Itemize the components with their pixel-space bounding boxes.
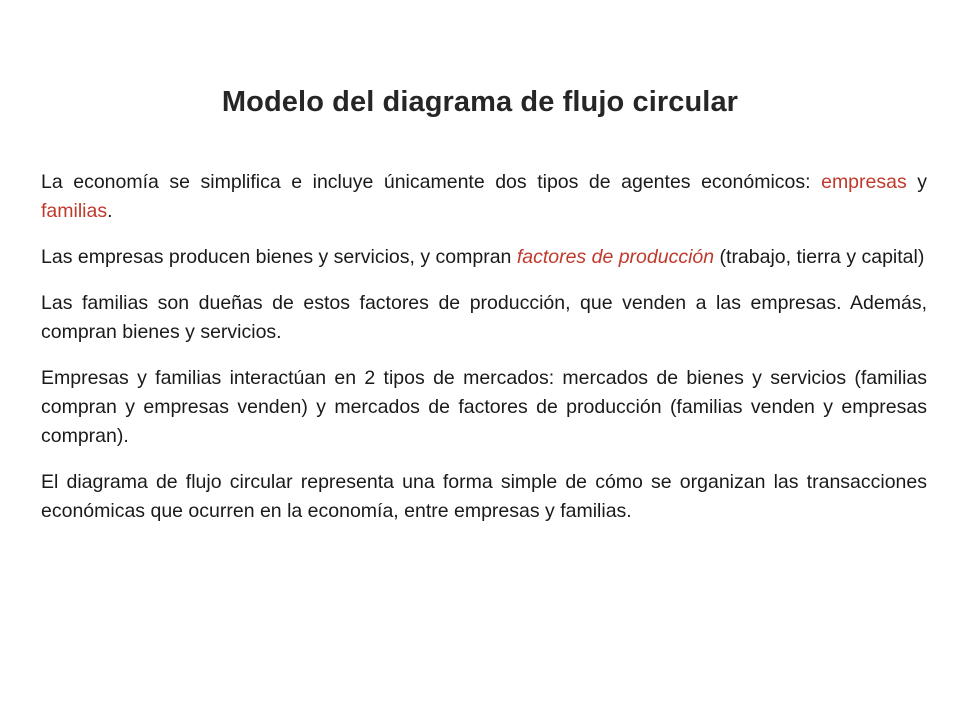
paragraph-agents-text: La economía se simplifica e incluye únicamente dos tipos de agentes económicos:	[41, 171, 822, 193]
paragraph-empresas	[41, 243, 927, 272]
slide-title: Modelo del diagrama de flujo circular	[221, 86, 739, 118]
paragraph-agents-end: .	[107, 200, 113, 222]
term-factores-de-produccion: factores de producción	[516, 246, 715, 268]
paragraph-familias: Las familias son dueñas de estos factores de producción, que venden a las empresas. Además, compran bienes y servicios.	[41, 292, 927, 343]
slide-body	[41, 168, 927, 543]
paragraph-mercados: Empresas y familias interactúan en 2 tipos de mercados: mercados de bienes y servicios (familias compran y empresas venden) y mercados de factores de producción (familias venden y empresas compran).	[41, 367, 927, 447]
conjunction-y: y	[906, 171, 928, 193]
paragraph-empresas-tail: (trabajo, tierra y capital)	[714, 246, 925, 268]
paragraph-agents	[41, 168, 927, 226]
term-familias: familias	[41, 200, 108, 222]
paragraph-empresas-text: Las empresas producen bienes y servicios, y compran	[41, 246, 517, 268]
term-empresas: empresas	[821, 171, 907, 193]
paragraph-diagrama: El diagrama de flujo circular representa una forma simple de cómo se organizan las transacciones económicas que ocurren en la economía, entre empresas y familias.	[41, 471, 927, 522]
